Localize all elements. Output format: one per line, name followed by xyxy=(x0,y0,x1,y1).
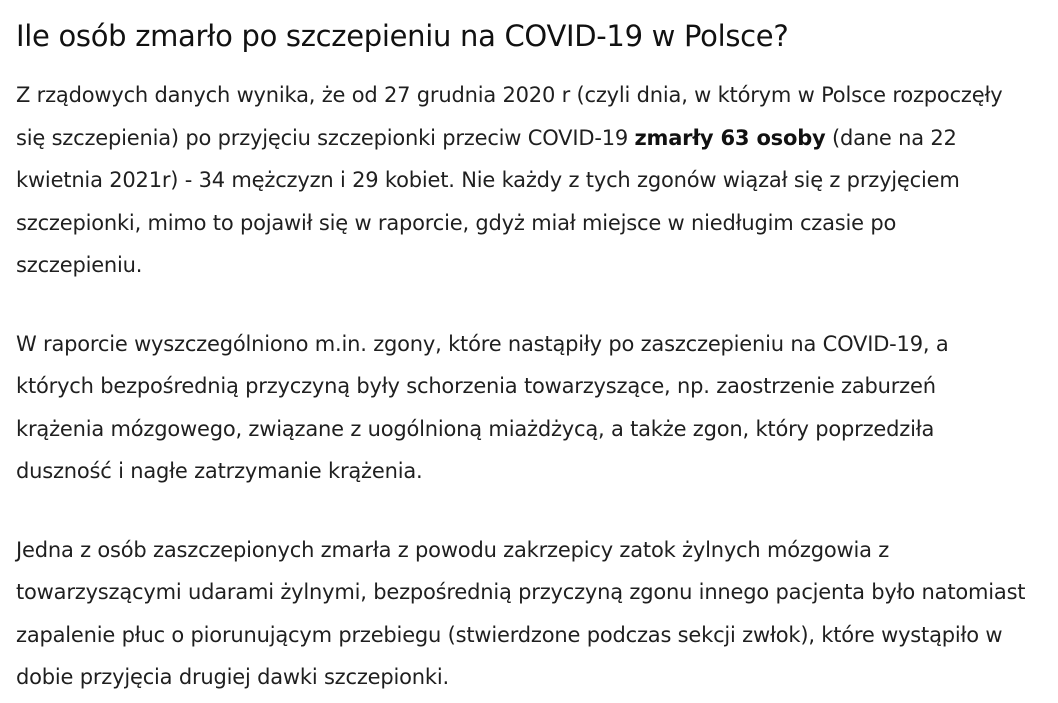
paragraph-1-text-before: Z rządowych danych wynika, że od 27 grudnia 2020 r (czyli dnia, w którym w Polsce rozpoczęły się szczepienia) po przyjęciu szczepionki przeciw COVID-19 xyxy=(16,83,1003,150)
paragraph-report-details: W raporcie wyszczególniono m.in. zgony, które nastąpiły po zaszczepieniu na COVID-19, a których bezpośrednią przyczyną były schorzenia towarzyszące, np. zaostrzenie zaburzeń krążenia mózgowego, związane z uogólnioną miażdżycą, a także zgon, który poprzedziła duszność i nagłe zatrzymanie krążenia. xyxy=(16,331,949,483)
paragraph-vaccine-deaths-count xyxy=(16,74,1026,287)
deaths-count-highlight: zmarły 63 osoby xyxy=(634,125,826,150)
article-section xyxy=(16,14,1026,699)
article-title: Ile osób zmarło po szczepieniu na COVID-19 w Polsce? xyxy=(16,19,789,53)
paragraph-specific-cases: Jedna z osób zaszczepionych zmarła z powodu zakrzepicy zatok żylnych mózgowia z towarzyszącymi udarami żylnymi, bezpośrednią przyczyną zgonu innego pacjenta było natomiast zapalenie płuc o piorunującym przebiegu (stwierdzone podczas sekcji zwłok), które wystąpiło w dobie przyjęcia drugiej dawki szczepionki. xyxy=(16,537,1026,689)
paragraph-1-text-after: (dane na 22 kwietnia 2021r) - 34 mężczyzn i 29 kobiet. Nie każdy z tych zgonów wiązał się z przyjęciem szczepionki, mimo to pojawił się w raporcie, gdyż miał miejsce w niedługim czasie po szczepieniu. xyxy=(16,125,960,277)
